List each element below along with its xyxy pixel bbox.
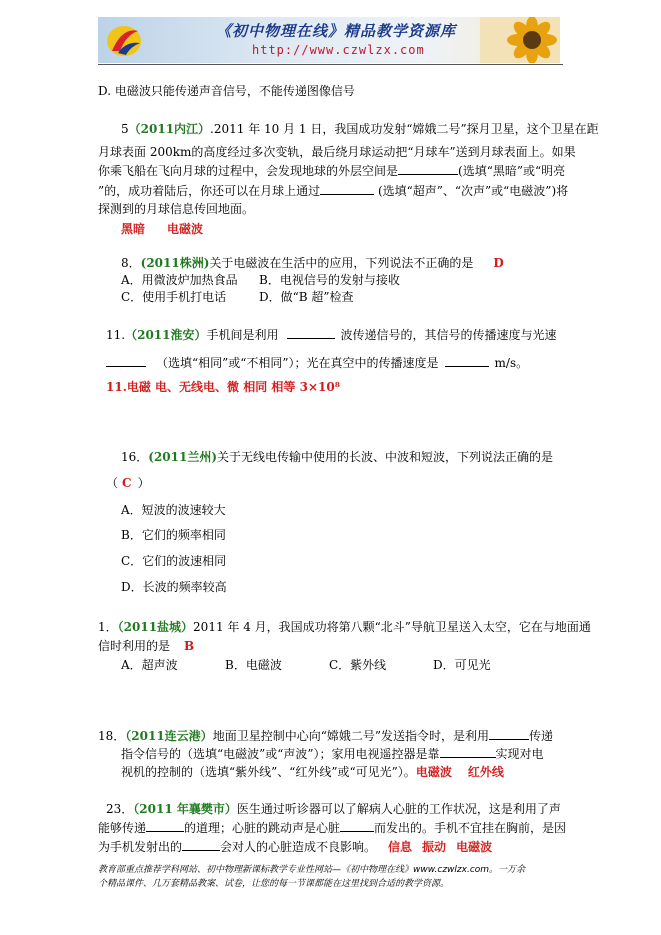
site-url[interactable]: http://www.czwlzx.com: [252, 43, 425, 57]
question-number: 18．: [98, 729, 126, 743]
question-text: 手机间是利用: [206, 328, 279, 342]
question-text: m/s。: [494, 356, 529, 370]
option-c: C．它们的波速相同: [121, 554, 227, 568]
question-text: 月球表面 200km的高度经过多次变轨，最后绕月球运动把“月球车”送到月球表面上。如果: [98, 145, 576, 159]
sunflower-icon: [480, 17, 560, 63]
answer-text: 11.电磁 电、无线电、微 相同 相等 3×10⁸: [106, 380, 340, 394]
site-logo-icon: [104, 21, 144, 59]
question-number: 11.: [106, 328, 126, 342]
question-source-tag: (2011兰州): [148, 450, 218, 464]
answer-text: 信息: [388, 840, 413, 854]
answer-text: C: [122, 476, 132, 490]
question-text: 关于电磁波在生活中的应用，下列说法不正确的是: [209, 256, 474, 270]
answer-blank: [320, 183, 374, 195]
answer-text: 振动: [422, 840, 447, 854]
question-text: 而发出的。手机不宜挂在胸前，是因: [374, 821, 567, 835]
option-a: A．短波的波速较大: [121, 503, 226, 517]
header-divider: [98, 64, 563, 65]
footer-line-2: 个精品课件、几万套精品教案、试卷，让您的每一节课都能在这里找到合适的教学资源。: [98, 879, 450, 889]
answer-text: 黑暗: [121, 222, 146, 236]
question-text: 探测到的月球信息传回地面。: [98, 202, 255, 216]
option-c: C．紫外线: [329, 658, 387, 672]
answer-text: 电磁波: [415, 765, 452, 779]
question-text: (选填“黑暗”或“明亮: [458, 164, 566, 178]
answer-text: 电磁波: [167, 222, 204, 236]
answer-text: 红外线: [467, 765, 504, 779]
question-text: 地面卫星控制中心向“嫦娥二号”发送指令时，是利用: [212, 729, 489, 743]
question-text: 会对人的心脏造成不良影响。: [220, 840, 377, 854]
question-text: 传递: [528, 729, 553, 743]
answer-blank: [445, 355, 489, 367]
footer-line-1: 教育部重点推荐学科网站、初中物理新课标教学专业性网站—《初中物理在线》www.czwlzx.com。一万余: [98, 865, 526, 875]
answer-blank: [489, 728, 529, 740]
question-source-tag: （2011淮安）: [125, 328, 207, 342]
question-text: 你乘飞船在飞向月球的过程中，会发现地球的外层空间是: [98, 164, 399, 178]
option-d: D．可见光: [433, 658, 491, 672]
question-number: 5: [121, 122, 129, 136]
answer-blank: [146, 820, 184, 832]
question-text: 信时利用的是: [98, 639, 171, 653]
question-text: 能够传递: [98, 821, 147, 835]
answer-blank: [440, 746, 496, 758]
answer-text: B: [184, 639, 195, 653]
option-c: C．使用手机打电话: [121, 290, 227, 304]
question-text: 医生通过听诊器可以了解病人心脏的工作状况，这是利用了声: [236, 802, 561, 816]
question-text: 的道理；心脏的跳动声是心脏: [184, 821, 341, 835]
answer-blank: [106, 355, 146, 367]
option-d: D．做“B 超”检查: [259, 290, 354, 304]
answer-text: 电磁波: [456, 840, 493, 854]
option-a: A．用微波炉加热食品: [121, 273, 238, 287]
answer-blank: [340, 820, 374, 832]
question-source-tag: (2011株洲): [140, 256, 210, 270]
question-text: 指令信号的（选填“电磁波”或“声波”）；家用电视遥控器是靠: [121, 747, 440, 761]
question-text: 为手机发射出的: [98, 840, 183, 854]
option-d: D．长波的频率较高: [121, 580, 227, 594]
question-number: 23．: [106, 802, 134, 816]
question-text: ”的，成功着陆后，你还可以在月球上通过: [98, 184, 321, 198]
question-number: 1．: [98, 620, 118, 634]
option-b: B．它们的频率相同: [121, 528, 226, 542]
option-a: A．超声波: [121, 658, 178, 672]
question-text: 实现对电: [495, 747, 544, 761]
header-banner: [98, 17, 560, 63]
option-b: B．电视信号的发射与接收: [259, 273, 400, 287]
question-text: （选填“相同”或“不相同”）；光在真空中的传播速度是: [156, 356, 439, 370]
question-source-tag: （2011内江）: [128, 122, 211, 136]
answer-blank: [182, 839, 220, 851]
question-source-tag: （2011 年襄樊市）: [133, 802, 237, 816]
question-text: 视机的控制的（选填“紫外线”、“红外线”或“可见光”）。: [121, 765, 416, 779]
site-title: 《初中物理在线》精品教学资源库: [216, 22, 457, 40]
question-number: 8．: [121, 256, 141, 270]
question-text: 关于无线电传输中使用的长波、中波和短波，下列说法正确的是: [217, 450, 554, 464]
question-source-tag: （2011盐城）: [117, 620, 194, 634]
prev-option-d: D. 电磁波只能传递声音信号，不能传递图像信号: [98, 84, 355, 98]
paren: ）: [137, 476, 150, 490]
question-text: (选填“超声”、“次声”或“电磁波”)将: [374, 184, 569, 198]
question-text: 2011 年 4 月，我国成功将第八颗“北斗”导航卫星送入太空，它在与地面通: [193, 620, 591, 634]
question-source-tag: （2011连云港）: [125, 729, 213, 743]
paren: （: [106, 476, 119, 490]
answer-blank: [398, 163, 458, 175]
question-text: .2011 年 10 月 1 日，我国成功发射“嫦娥二号”探月卫星，这个卫星在距: [210, 122, 599, 136]
option-b: B．电磁波: [225, 658, 282, 672]
answer-blank: [287, 327, 335, 339]
answer-text: D: [493, 256, 504, 270]
question-text: 波传递信号的，其信号的传播速度与光速: [340, 328, 557, 342]
question-number: 16．: [121, 450, 149, 464]
